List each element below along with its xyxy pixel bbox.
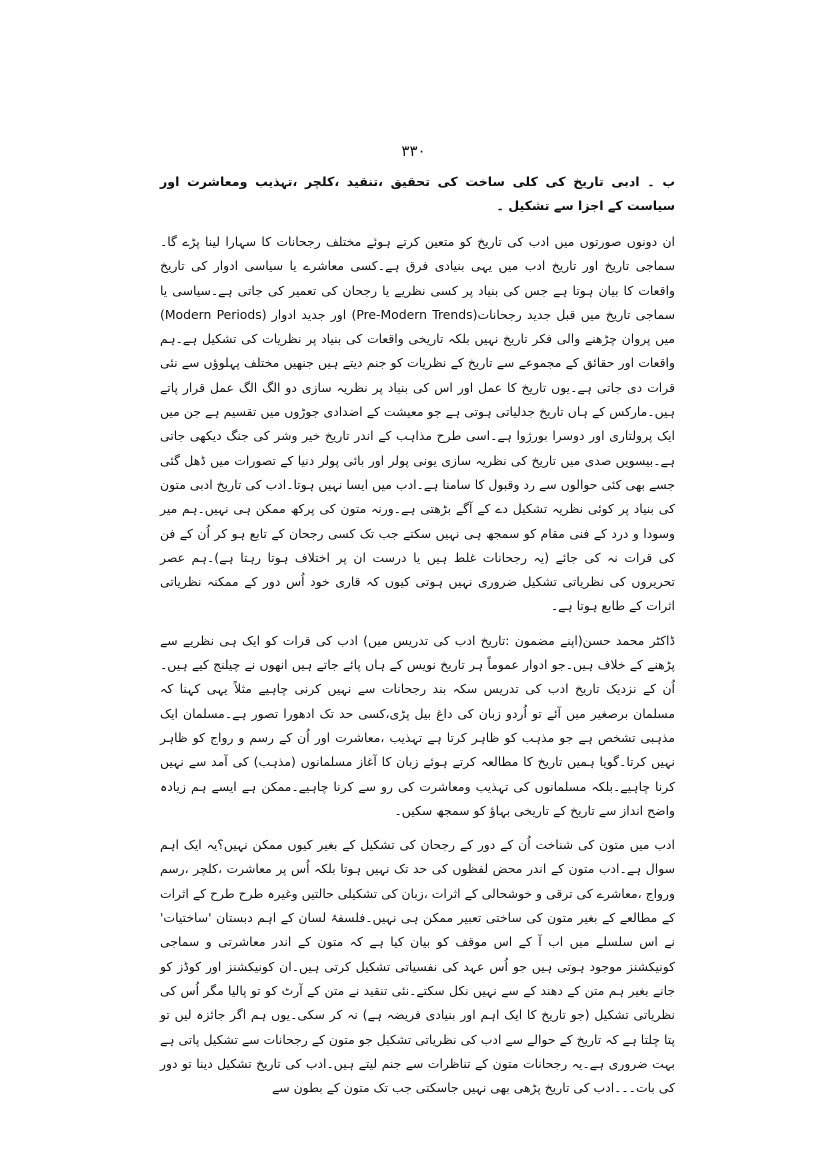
page-content: [160, 170, 675, 1110]
paragraph: ان دونوں صورتوں میں ادب کی تاریخ کو متعین کرتے ہوئے مختلف رجحانات کا سہارا لینا پڑے گا۔سماجی تاریخ اور تاریخ ادب میں یہی بنیادی فرق ہے۔کسی معاشرے یا سیاسی ادوار کی تاریخ واقعات کا بیان ہوتا ہے جس کی بنیاد پر کسی نظریے یا رجحان کی تعمیر کی جاتی ہے۔سیاسی یا سماجی تاریخ میں قبل جدید رجحانات(Pre-Modern Trends) اور جدید ادوار (Modern Periods) میں پروان چڑھنے والی فکر تاریخ نہیں بلکہ تاریخی واقعات کی بنیاد پر نظریات کی تشکیل ہے۔ہم واقعات اور حقائق کے مجموعے سے تاریخ کے نظریات کو جنم دیتے ہیں جنھیں مختلف پہلوؤں سے نئی قرات دی جاتی ہے۔یوں تاریخ کا عمل اور اس کی بنیاد پر نظریہ سازی دو الگ الگ عمل قرار پاتے ہیں۔مارکس کے ہاں تاریخ جدلیاتی ہوتی ہے جو معیشت کے اضدادی جوڑوں میں تقسیم ہے جن میں ایک پرولتاری اور دوسرا بورژوا ہے۔اسی طرح مذاہب کے اندر تاریخ خیر وشر کی جنگ دیکھی جاتی ہے۔بیسویں صدی میں تاریخ کی نظریہ سازی یونی پولر اور بائی پولر دنیا کے تصورات میں ڈھل گئی جسے بھی کئی حوالوں سے رد وقبول کا سامنا ہے۔ادب میں ایسا نہیں ہوتا۔ادب کی تاریخ ادبی متون کی بنیاد پر کوئی نظریہ تشکیل دے کے آگے بڑھتی ہے۔ورنہ متون کی پرکھ ممکن ہی نہیں۔ہم میر وسودا و درد کے فنی مقام کو سمجھ ہی نہیں سکتے جب تک کسی رجحان کے تابع ہو کر اُن کے فن کی قرات نہ کی جائے (یہ رجحانات غلط ہیں یا درست ان پر اختلاف ہوتا رہتا ہے)۔ہم عصر تحریروں کی نظریاتی تشکیل ضروری نہیں ہوتی کیوں کہ قاری خود اُس دور کے ممکنہ نظریاتی اثرات کے طابع ہوتا ہے۔: [160, 234, 675, 614]
section-heading: ب ۔ ادبی تاریخ کی کلی ساخت کی تحقیق ،تنقید ،کلچر ،تہذیب ومعاشرت اور سیاست کے اجزا سے تشکیل ۔: [160, 174, 675, 213]
paragraph: ادب میں متون کی شناخت اُن کے دور کے رجحان کی تشکیل کے بغیر کیوں ممکن نہیں؟یہ ایک اہم سوال ہے۔ادب متون کے اندر محض لفظوں کی حد تک نہیں ہوتا بلکہ اُس پر معاشرت ،کلچر ،رسم ورواج ،معاشرے کی ترقی و خوشحالی کے اثرات ،زبان کی تشکیلی حالتیں وغیرہ طرح طرح کے اثرات کے مطالعے کے بغیر متون کی ساختی تعبیر ممکن ہی نہیں۔فلسفۂ لسان کے اہم دبستان 'ساختیات' نے اس سلسلے میں اب آ کے اس موقف کو بیان کیا ہے کہ متون کے اندر معاشرتی و سماجی کونیکشنز موجود ہوتی ہیں جو اُس عہد کی نفسیاتی تشکیل کرتی ہیں۔ان کونیکشنز اور کوڈز کو جانے بغیر ہم متن کے دھند کے سے نہیں نکل سکتے۔نئی تنقید نے متن کے آرٹ کو تو پالیا مگر اُس کی نظریاتی تشکیل (جو تاریخ کا ایک اہم اور بنیادی فریضہ ہے) نہ کر سکی۔یوں ہم اگر جائزہ لیں تو پتا چلتا ہے کہ تاریخ کے حوالے سے ادب کی نظریاتی تشکیل جو متون کے رجحانات سے تشکیل پاتی ہے بہت ضروری ہے۔یہ رجحانات متون کے تناظرات سے جنم لیتے ہیں۔ادب کی تاریخ تشکیل دینا تو دور کی بات۔۔۔ادب کی تاریخ پڑھی بھی نہیں جاسکتی جب تک متون کے بطون سے: [160, 837, 675, 1096]
paragraph: ڈاکٹر محمد حسن(اپنے مضمون :تاریخ ادب کی تدریس میں) ادب کی قرات کو ایک ہی نظریے سے پڑھنے کے خلاف ہیں۔جو ادوار عموماً ہر تاریخ نویس کے ہاں پائے جاتے ہیں انھوں نے چیلنج کیے ہیں۔اُن کے نزدیک تاریخ ادب کی تدریس سکہ بند رجحانات سے نہیں کرنی چاہیے مثلاً یہی کہنا کہ مسلمان برصغیر میں آئے تو اُردو زبان کی داغ بیل پڑی،کسی حد تک ادھورا تصور ہے۔مسلمان ایک مذہبی تشخص ہے جو مذہب کو ظاہر کرتا ہے تہذیب ،معاشرت اور اُن کے رسم و رواج کو ظاہر نہیں کرتا۔گویا ہمیں تاریخ کا مطالعہ کرتے ہوئے زبان کا آغاز مسلمانوں (مذہب) کی آمد سے نہیں کرنا چاہیے۔بلکہ مسلمانوں کی تہذیب ومعاشرت کی رو سے کرنا چاہیے۔ممکن ہے ایسے ہم زیادہ واضح انداز سے تاریخ کے تاریخی بہاؤ کو سمجھ سکیں۔: [160, 632, 675, 818]
page-number: ۳۳۰: [401, 142, 426, 160]
